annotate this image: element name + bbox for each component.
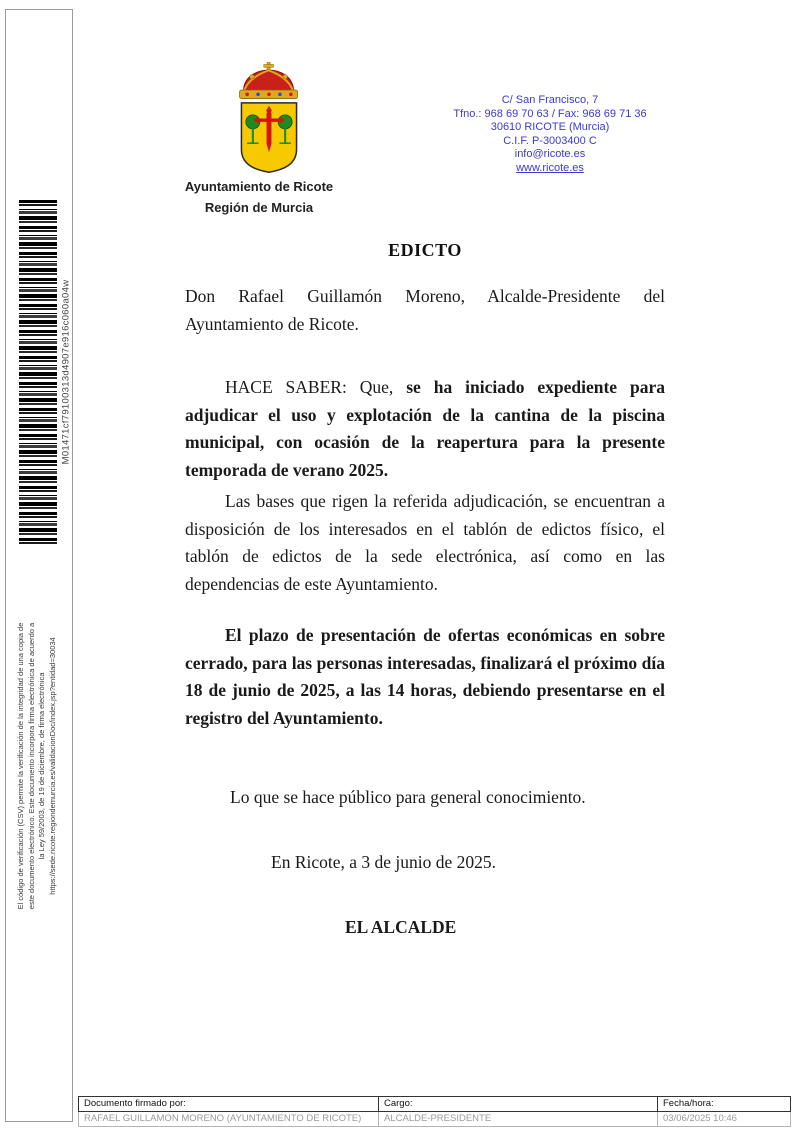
publico-paragraph: Lo que se hace público para general conocimiento. xyxy=(230,787,586,807)
csv-legal-line: https://sede.ricote.regiondemurcia.es/validacionDoc/index.jsp?entidad=30034 xyxy=(47,637,57,895)
csv-verification-strip xyxy=(5,9,73,1122)
bases-paragraph: Las bases que rigen la referida adjudicación, se encuentran a disposición de los interesados en el tablón de edictos físico, el tablón de edictos de la sede electrónica, así como en las dependencias de este Ayuntamiento. xyxy=(185,491,665,594)
ricote-coat-of-arms-icon xyxy=(225,62,313,176)
signed-by-value: RAFAEL GUILLAMON MORENO (AYUNTAMIENTO DE RICOTE) xyxy=(79,1112,379,1127)
fecha-hora-value: 03/06/2025 10:46 xyxy=(658,1112,791,1127)
hace-saber-bold: se ha iniciado expediente para adjudicar el uso y explotación de la cantina de la piscina municipal, con ocasión de la reapertura para la presente temporada de verano 2025. xyxy=(185,377,666,480)
contact-phone-fax: Tfno.: 968 69 70 63 / Fax: 968 69 71 36 xyxy=(453,107,647,120)
fecha-hora-label: Fecha/hora: xyxy=(658,1097,791,1112)
cargo-label: Cargo: xyxy=(379,1097,658,1112)
contact-address: C/ San Francisco, 7 xyxy=(501,94,599,106)
signature-table-value-row xyxy=(79,1112,791,1127)
signature-table-header-row xyxy=(79,1097,791,1112)
csv-legal-line: El código de verificación (CSV) permite la verificación de la integridad de una copia de xyxy=(16,622,25,910)
contact-postal-city: 30610 RICOTE (Murcia) xyxy=(490,121,610,133)
csv-code-text: M01471cf79100313d4907e916c060a04w xyxy=(60,279,72,465)
intro-paragraph: Don Rafael Guillamón Moreno, Alcalde-Presidente del Ayuntamiento de Ricote. xyxy=(185,286,665,334)
edicto-title: EDICTO xyxy=(388,240,462,260)
org-region: Región de Murcia xyxy=(204,200,314,215)
csv-legal-text xyxy=(16,611,62,921)
hace-saber-paragraph xyxy=(185,374,665,484)
plazo-paragraph: El plazo de presentación de ofertas económicas en sobre cerrado, para las personas interesadas, finalizará el próximo día 18 de junio de 2025, a las 14 horas, debiendo presentarse en el registro del Ayuntamiento. xyxy=(185,625,665,728)
website-link[interactable]: www.ricote.es xyxy=(516,161,584,174)
org-name-block xyxy=(183,176,335,218)
contact-cif: C.I.F. P-3003400 C xyxy=(503,134,597,147)
csv-legal-line: la Ley 59/2003, de 19 de diciembre, de firma electrónica xyxy=(37,672,46,860)
csv-barcode xyxy=(19,200,57,545)
org-name: Ayuntamiento de Ricote xyxy=(184,179,334,194)
date-line: En Ricote, a 3 de junio de 2025. xyxy=(271,852,497,872)
hace-saber-normal: HACE SABER: Que, xyxy=(225,377,407,397)
contact-block xyxy=(430,94,670,175)
contact-email: info@ricote.es xyxy=(514,148,586,160)
signed-by-label: Documento firmado por: xyxy=(79,1097,379,1112)
signature-title: EL ALCALDE xyxy=(345,917,457,937)
cargo-value: ALCALDE-PRESIDENTE xyxy=(379,1112,658,1127)
signature-table xyxy=(78,1096,791,1127)
csv-legal-line: este documento electrónico. Este documento incorpora firma electrónica de acuerdo a xyxy=(26,622,36,910)
